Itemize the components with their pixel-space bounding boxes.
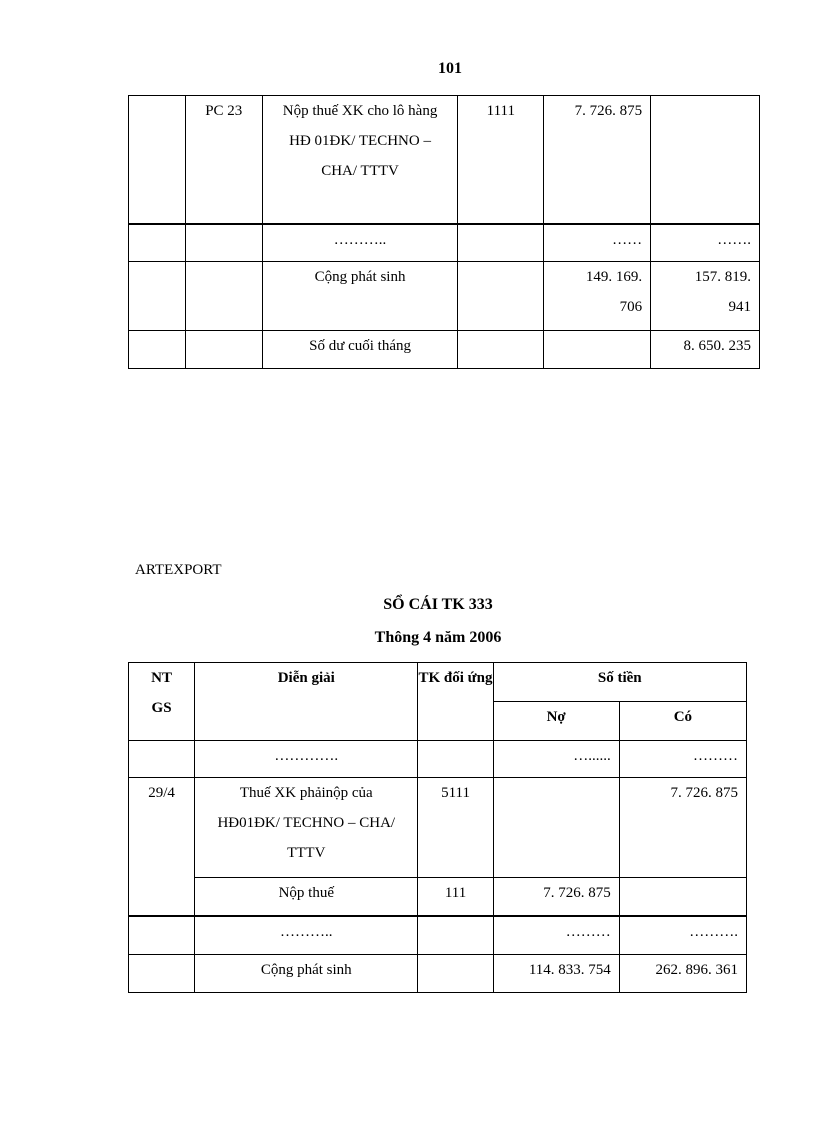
cell-description: Thuế XK phảinộp của HĐ01ĐK/ TECHNO – CHA/ TTTV <box>195 778 418 878</box>
header-debit: Nợ <box>493 702 619 741</box>
cell-debit: 114. 833. 754 <box>493 955 619 993</box>
ledger-subtitle: Thông 4 năm 2006 <box>374 629 502 646</box>
cell-account <box>458 262 544 331</box>
cell-credit <box>619 878 746 916</box>
page-number: 101 <box>438 60 462 77</box>
cell-credit: ……… <box>619 741 746 778</box>
cell-date: 29/4 <box>129 778 195 916</box>
table-row <box>129 916 747 955</box>
cell-debit <box>544 331 651 369</box>
cell-credit: 8. 650. 235 <box>651 331 760 369</box>
cell-description: Nộp thuế XK cho lô hàng HĐ 01ĐK/ TECHNO – CHA/ TTTV <box>262 96 458 224</box>
cell-account <box>418 741 493 778</box>
cell-description: …………. <box>195 741 418 778</box>
cell-date <box>129 741 195 778</box>
table-row <box>129 262 760 331</box>
cell-description: ……….. <box>262 224 458 262</box>
table-row <box>129 778 747 878</box>
cell-account <box>418 916 493 955</box>
header-account: TK đối ứng <box>418 663 493 741</box>
cell-debit: ……… <box>493 916 619 955</box>
cell-debit: …...... <box>493 741 619 778</box>
cell-debit <box>493 778 619 878</box>
cell-account <box>458 331 544 369</box>
cell-document <box>185 331 262 369</box>
header-amount: Số tiền <box>493 663 746 702</box>
company-name: ARTEXPORT <box>135 562 222 578</box>
cell-account: 1111 <box>458 96 544 224</box>
general-ledger-table <box>128 662 747 993</box>
table-row <box>129 224 760 262</box>
cell-debit: …… <box>544 224 651 262</box>
cell-credit: 157. 819. 941 <box>651 262 760 331</box>
cell-credit <box>651 96 760 224</box>
cell-description: Số dư cuối tháng <box>262 331 458 369</box>
cell-blank <box>129 96 186 224</box>
header-credit: Có <box>619 702 746 741</box>
cell-credit: ………. <box>619 916 746 955</box>
cell-account <box>458 224 544 262</box>
cell-account: 111 <box>418 878 493 916</box>
cell-blank <box>129 262 186 331</box>
header-nt-gs: NT GS <box>129 663 195 741</box>
table-row <box>129 331 760 369</box>
cell-credit: 7. 726. 875 <box>619 778 746 878</box>
cell-blank <box>129 331 186 369</box>
cell-debit: 7. 726. 875 <box>493 878 619 916</box>
table-row <box>129 741 747 778</box>
cell-description: Nộp thuế <box>195 878 418 916</box>
table-row <box>129 955 747 993</box>
ledger-continuation-table <box>128 95 760 369</box>
cell-account: 5111 <box>418 778 493 878</box>
header-row <box>129 663 747 702</box>
table-row <box>129 878 747 916</box>
cell-date <box>129 955 195 993</box>
cell-blank <box>129 224 186 262</box>
cell-document: PC 23 <box>185 96 262 224</box>
cell-description: Cộng phát sinh <box>195 955 418 993</box>
ledger-title: SỔ CÁI TK 333 <box>383 596 493 613</box>
header-description: Diễn giải <box>195 663 418 741</box>
cell-date <box>129 916 195 955</box>
cell-description: Cộng phát sinh <box>262 262 458 331</box>
cell-account <box>418 955 493 993</box>
cell-credit: 262. 896. 361 <box>619 955 746 993</box>
cell-document <box>185 224 262 262</box>
cell-document <box>185 262 262 331</box>
table-row <box>129 96 760 224</box>
cell-debit: 7. 726. 875 <box>544 96 651 224</box>
cell-credit: ……. <box>651 224 760 262</box>
cell-description: ……….. <box>195 916 418 955</box>
cell-debit: 149. 169. 706 <box>544 262 651 331</box>
